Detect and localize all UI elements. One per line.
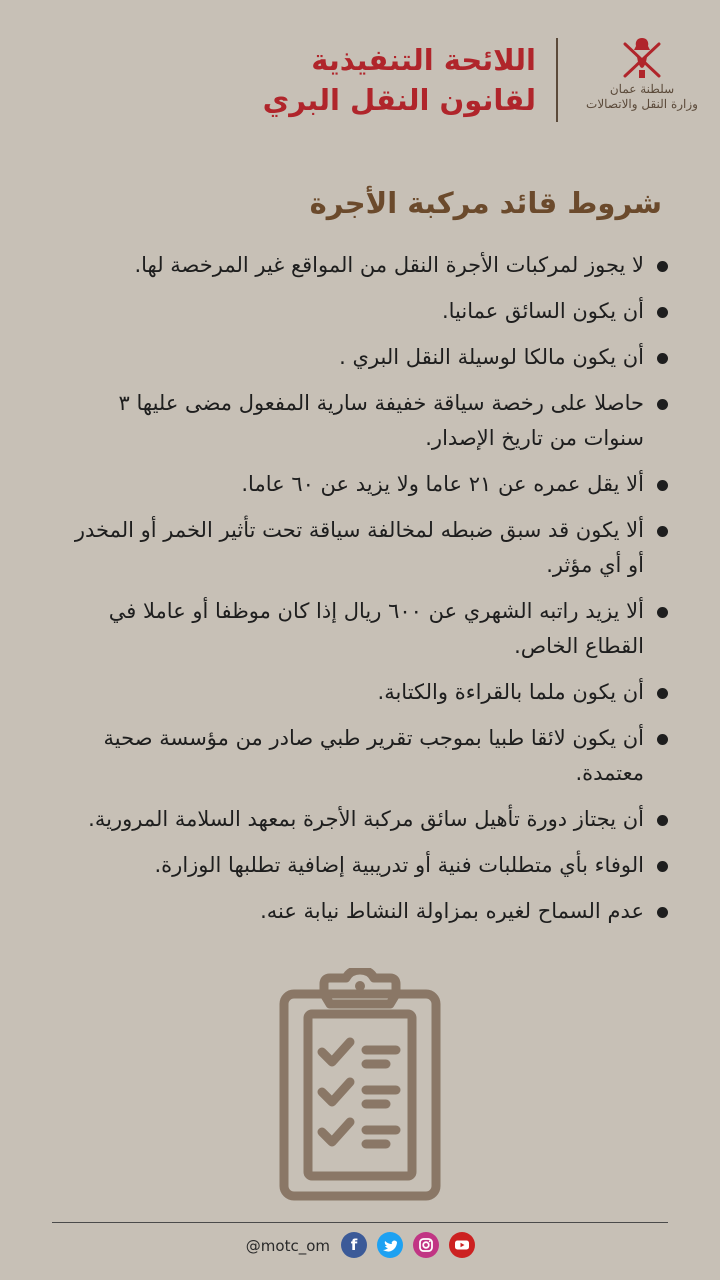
conditions-list (64, 248, 670, 940)
condition-text: ألا يزيد راتبه الشهري عن ٦٠٠ ريال إذا كان موظفا أو عاملا في القطاع الخاص. (108, 599, 644, 658)
condition-text: عدم السماح لغيره بمزاولة النشاط نيابة عنه. (260, 899, 644, 923)
section-title: شروط قائد مركبة الأجرة (309, 186, 662, 220)
condition-item (64, 294, 670, 329)
youtube-icon[interactable] (449, 1232, 475, 1258)
footer (0, 1230, 720, 1264)
instagram-icon[interactable] (413, 1232, 439, 1258)
condition-text: أن يكون لائقا طبيا بموجب تقرير طبي صادر من مؤسسة صحية معتمدة. (103, 726, 644, 785)
header-divider (556, 38, 558, 122)
condition-item (64, 721, 670, 791)
condition-text: لا يجوز لمركبات الأجرة النقل من المواقع غير المرخصة لها. (134, 253, 644, 277)
bullet-icon (657, 480, 668, 491)
bullet-icon (657, 907, 668, 918)
header-title (263, 40, 536, 120)
clipboard-checklist-icon (274, 968, 446, 1204)
condition-text: أن يكون السائق عمانيا. (441, 299, 644, 323)
facebook-icon[interactable]: f (341, 1232, 367, 1258)
condition-item (64, 594, 670, 664)
condition-text: أن يجتاز دورة تأهيل سائق مركبة الأجرة بمعهد السلامة المرورية. (88, 807, 644, 831)
header (0, 30, 720, 130)
bullet-icon (657, 261, 668, 272)
title-line-1: اللائحة التنفيذية (311, 43, 536, 77)
bullet-icon (657, 861, 668, 872)
condition-text: حاصلا على رخصة سياقة خفيفة سارية المفعول مضى عليها ٣ سنوات من تاريخ الإصدار. (118, 391, 644, 450)
title-line-2: لقانون النقل البري (262, 83, 536, 117)
social-handle[interactable]: @motc_om (245, 1237, 330, 1255)
bullet-icon (657, 688, 668, 699)
condition-item (64, 248, 670, 283)
condition-text: أن يكون ملما بالقراءة والكتابة. (377, 680, 644, 704)
condition-text: ألا يقل عمره عن ٢١ عاما ولا يزيد عن ٦٠ عاما. (241, 472, 644, 496)
condition-item (64, 340, 670, 375)
bullet-icon (657, 607, 668, 618)
condition-text: الوفاء بأي متطلبات فنية أو تدريبية إضافية تطلبها الوزارة. (154, 853, 644, 877)
ministry-name-line1: سلطنة عمان (609, 82, 675, 96)
condition-item (64, 894, 670, 929)
condition-item (64, 467, 670, 502)
bullet-icon (657, 353, 668, 364)
twitter-icon[interactable] (377, 1232, 403, 1258)
condition-item (64, 675, 670, 710)
condition-item (64, 802, 670, 837)
condition-text: أن يكون مالكا لوسيلة النقل البري . (339, 345, 644, 369)
bullet-icon (657, 307, 668, 318)
condition-item (64, 386, 670, 456)
ministry-name-line2: وزارة النقل والاتصالات (586, 97, 698, 111)
bullet-icon (657, 734, 668, 745)
condition-text: ألا يكون قد سبق ضبطه لمخالفة سياقة تحت تأثير الخمر أو المخدر أو أي مؤثر. (74, 518, 644, 577)
footer-divider (52, 1222, 668, 1223)
condition-item (64, 848, 670, 883)
bullet-icon (657, 526, 668, 537)
condition-item (64, 513, 670, 583)
oman-emblem-icon (619, 34, 665, 82)
bullet-icon (657, 815, 668, 826)
bullet-icon (657, 399, 668, 410)
ministry-logo (582, 34, 702, 124)
